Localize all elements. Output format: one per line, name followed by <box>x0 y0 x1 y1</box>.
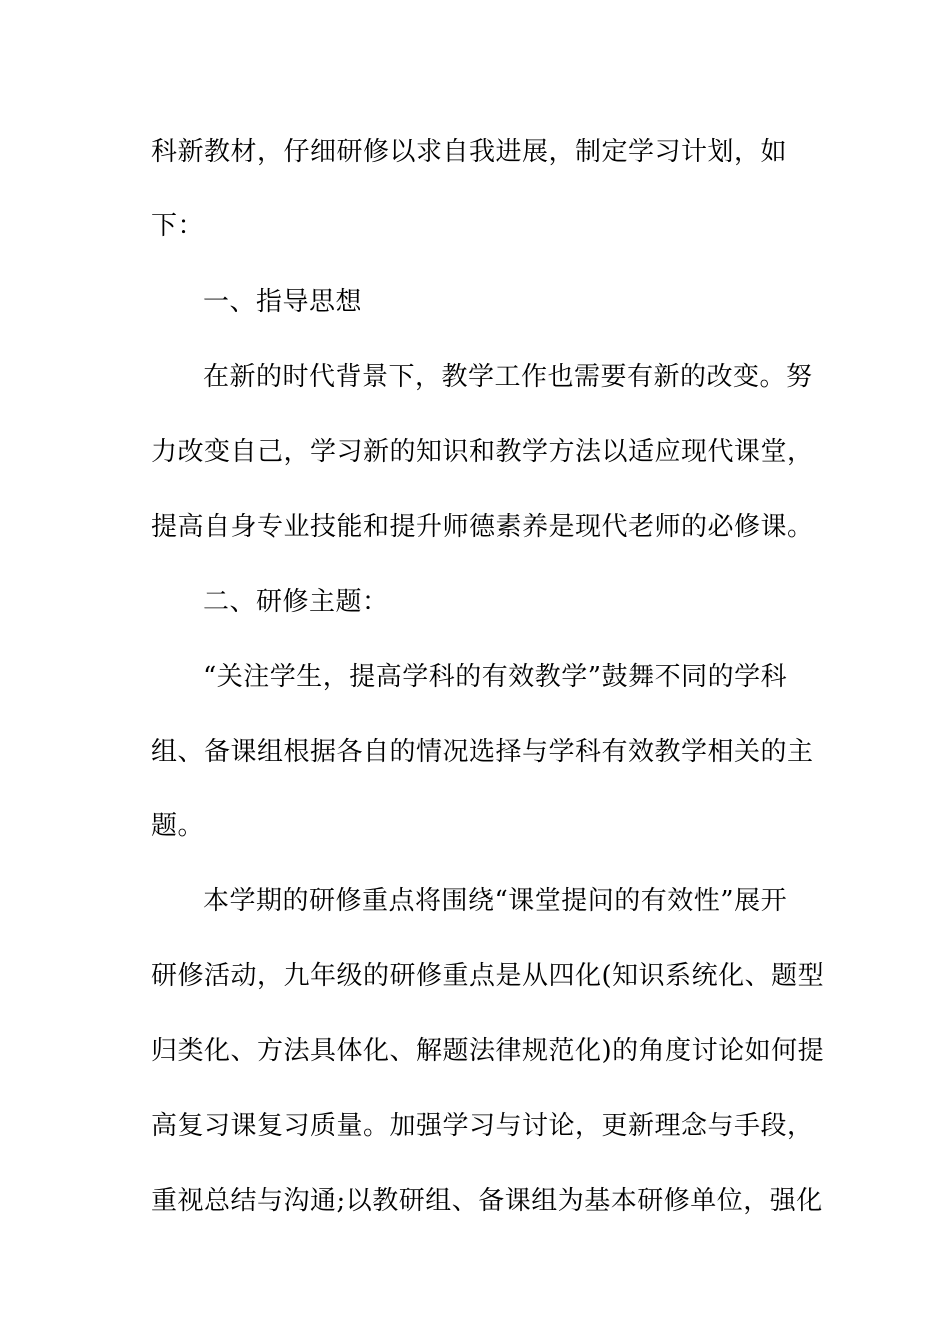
text-line: 本学期的研修重点将围绕“课堂提问的有效性”展开 <box>203 886 788 916</box>
text-line: 科新教材，仔细研修以求自我进展，制定学习计划，如 <box>151 137 788 167</box>
text-line: 在新的时代背景下，教学工作也需要有新的改变。努 <box>203 362 813 392</box>
text-line: 力改变自己，学习新的知识和教学方法以适应现代课堂， <box>151 437 814 467</box>
text-line: 提高自身专业技能和提升师德素养是现代老师的必修课。 <box>151 512 814 542</box>
text-line: 重视总结与沟通;以教研组、备课组为基本研修单位，强化 <box>151 1186 823 1216</box>
section-heading: 二、研修主题： <box>203 587 389 617</box>
text-line: 组、备课组根据各自的情况选择与学科有效教学相关的主 <box>151 737 814 767</box>
text-line: 下： <box>151 211 205 241</box>
text-line: 题。 <box>151 811 205 841</box>
text-line: 高复习课复习质量。加强学习与讨论，更新理念与手段， <box>151 1111 814 1141</box>
text-line: “关注学生，提高学科的有效教学”鼓舞不同的学科 <box>203 662 788 692</box>
text-line: 研修活动，九年级的研修重点是从四化(知识系统化、题型 <box>151 961 825 991</box>
text-line: 归类化、方法具体化、解题法律规范化)的角度讨论如何提 <box>151 1036 825 1066</box>
section-heading: 一、指导思想 <box>203 287 363 317</box>
